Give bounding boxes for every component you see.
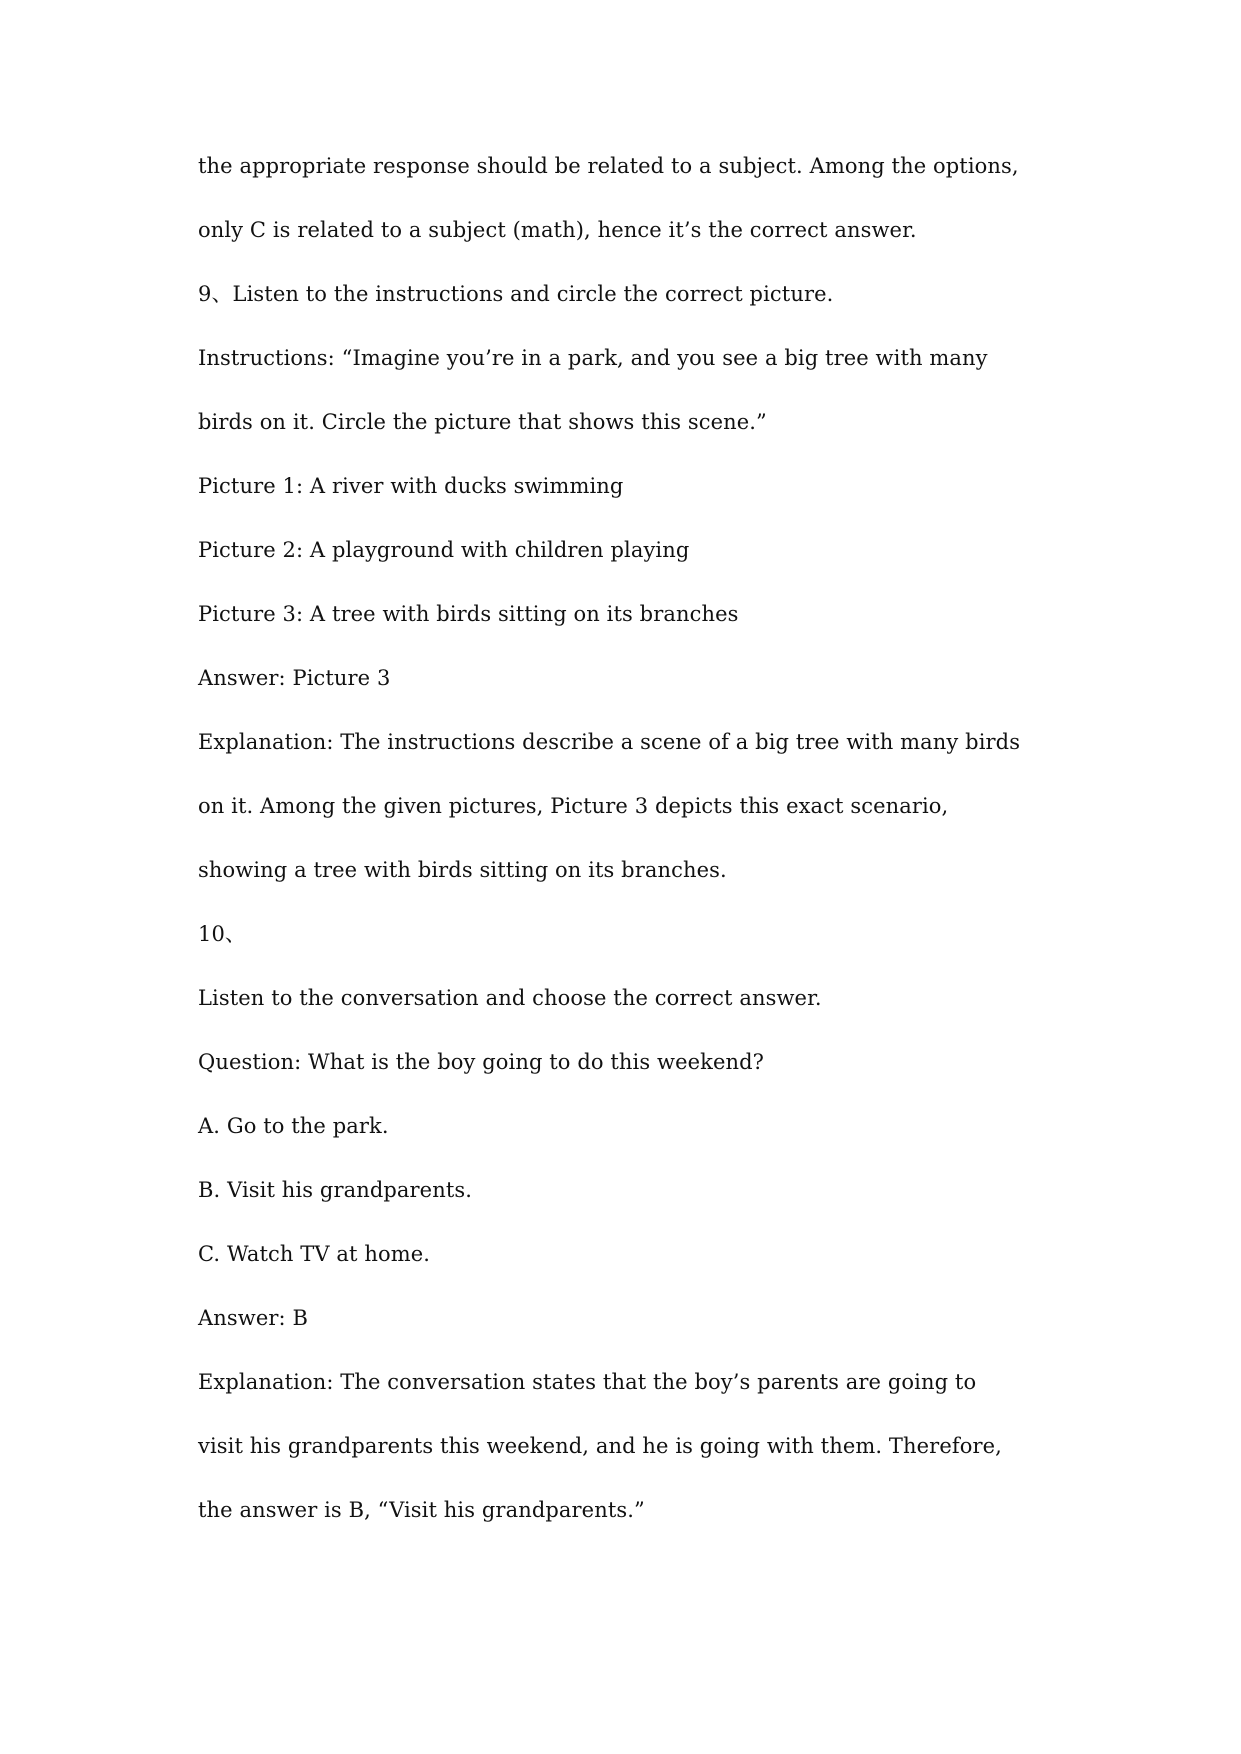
- question-9-answer: Answer: Picture 3: [198, 666, 391, 690]
- question-10-explanation-line-1: Explanation: The conversation states that the boy’s parents are going to: [198, 1370, 977, 1394]
- question-10-heading: Listen to the conversation and choose the correct answer.: [198, 986, 822, 1010]
- question-10-answer: Answer: B: [198, 1306, 308, 1330]
- question-10-option-c: C. Watch TV at home.: [198, 1242, 431, 1266]
- question-9-instructions-line-1: Instructions: “Imagine you’re in a park, and you see a big tree with many: [198, 346, 988, 370]
- question-10-question: Question: What is the boy going to do this weekend?: [198, 1050, 765, 1074]
- question-10-explanation-line-2: visit his grandparents this weekend, and he is going with them. Therefore,: [198, 1434, 1002, 1458]
- prev-explanation-line-2: only C is related to a subject (math), hence it’s the correct answer.: [198, 218, 917, 242]
- question-10-option-a: A. Go to the park.: [198, 1114, 389, 1138]
- question-9-heading: 9、Listen to the instructions and circle the correct picture.: [198, 282, 834, 306]
- question-9-picture-1: Picture 1: A river with ducks swimming: [198, 474, 624, 498]
- question-9-explanation-line-2: on it. Among the given pictures, Picture 3 depicts this exact scenario,: [198, 794, 949, 818]
- question-10-explanation-line-3: the answer is B, “Visit his grandparents.”: [198, 1498, 645, 1522]
- question-9-picture-2: Picture 2: A playground with children playing: [198, 538, 690, 562]
- question-10-number: 10、: [198, 922, 247, 946]
- question-10-option-b: B. Visit his grandparents.: [198, 1178, 473, 1202]
- question-9-instructions-line-2: birds on it. Circle the picture that shows this scene.”: [198, 410, 767, 434]
- question-9-picture-3: Picture 3: A tree with birds sitting on its branches: [198, 602, 739, 626]
- question-9-explanation-line-1: Explanation: The instructions describe a scene of a big tree with many birds: [198, 730, 1021, 754]
- question-9-explanation-line-3: showing a tree with birds sitting on its branches.: [198, 858, 727, 882]
- prev-explanation-line-1: the appropriate response should be related to a subject. Among the options,: [198, 154, 1019, 178]
